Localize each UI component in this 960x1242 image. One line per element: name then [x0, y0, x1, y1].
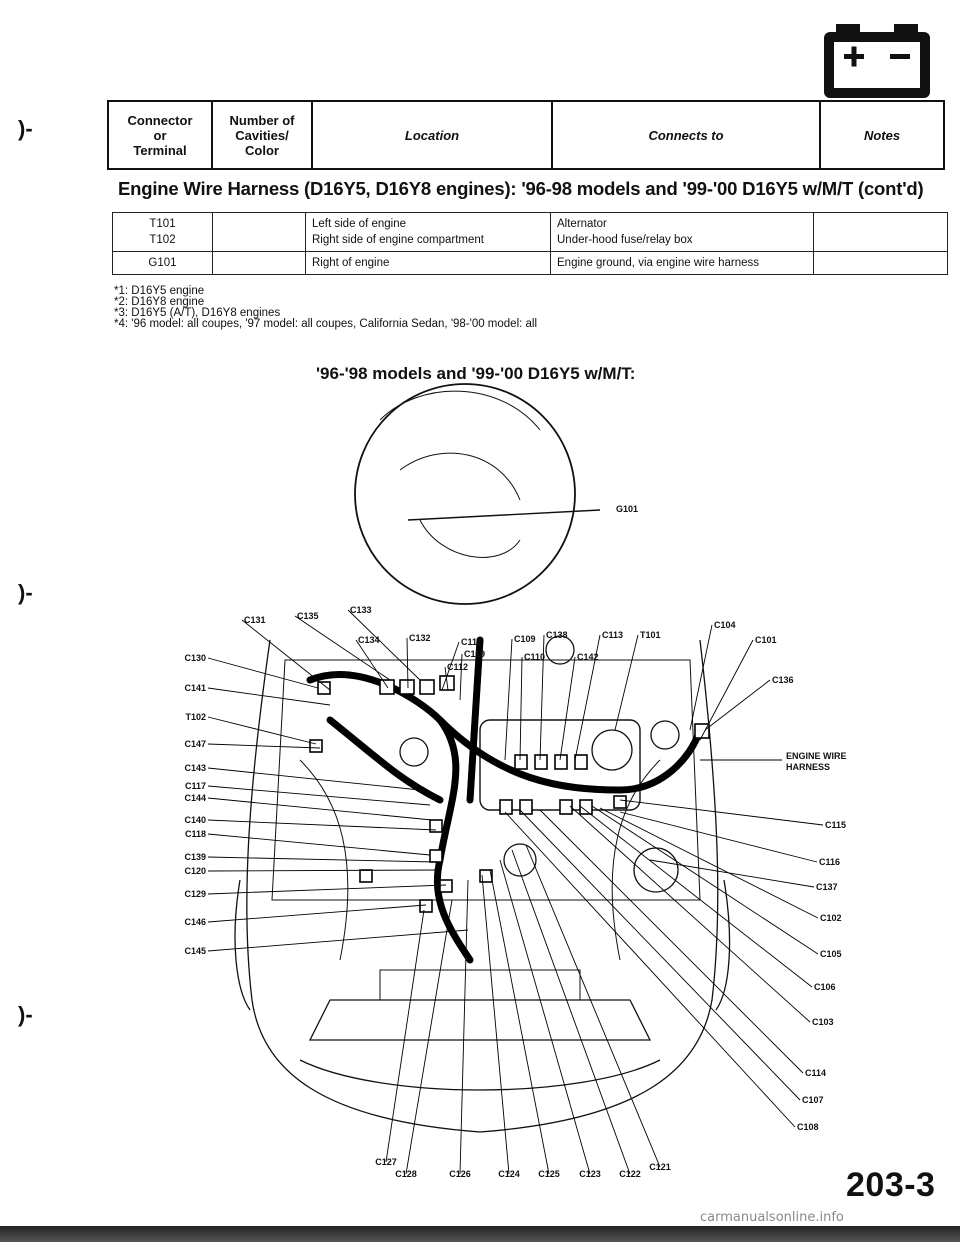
connector-label: C138: [546, 630, 568, 640]
connector-label: C129: [184, 889, 206, 899]
header-connector: Connector or Terminal: [108, 101, 212, 169]
connector-label: C111: [461, 637, 482, 647]
connects-to-cell: Alternator Under-hood fuse/relay box: [551, 213, 814, 252]
connector-label: C126: [449, 1169, 471, 1179]
ground-label-g101: G101: [616, 504, 639, 514]
header-connects-to: Connects to: [552, 101, 820, 169]
connector-label: C102: [820, 913, 842, 923]
connector-label: C117: [184, 781, 206, 791]
harness-label-line2: HARNESS: [786, 762, 831, 772]
connector-label: C143: [184, 763, 206, 773]
leader-line: [460, 880, 468, 1174]
connector-label: C146: [184, 917, 206, 927]
side-arrow-icon: )-: [18, 1002, 33, 1027]
leader-line: [208, 820, 436, 830]
leader-line: [208, 905, 426, 922]
leader-line: [700, 640, 753, 740]
leader-line: [208, 658, 318, 688]
leader-line: [208, 744, 320, 748]
connector-label: C115: [825, 820, 847, 830]
header-notes: Notes: [820, 101, 944, 169]
connector-label: C123: [579, 1169, 601, 1179]
connector-label: C103: [812, 1017, 834, 1027]
connector-label: C144: [184, 793, 206, 803]
leader-line: [705, 680, 770, 730]
leader-line: [208, 717, 316, 744]
connector-label: C140: [184, 815, 206, 825]
connects-to-cell: Engine ground, via engine wire harness: [551, 252, 814, 275]
connector-label: C110: [524, 652, 546, 662]
leader-line: [592, 806, 818, 954]
leader-line: [208, 857, 436, 862]
connector-label: C141: [184, 683, 206, 693]
leader-line: [570, 806, 810, 1022]
connector-label: T101: [640, 630, 661, 640]
footnote: *1: D16Y5 engine: [114, 285, 205, 297]
footnote: *2: D16Y8 engine: [114, 296, 205, 308]
connector-label: C119: [464, 649, 486, 659]
leader-line: [690, 625, 712, 730]
watermark: carmanualsonline.info: [700, 1210, 844, 1225]
page-number: 203-3: [846, 1166, 936, 1204]
leader-line: [500, 860, 590, 1174]
connector-label: C121: [649, 1162, 671, 1172]
connector-label: C131: [244, 615, 266, 625]
connector-label: C147: [184, 739, 206, 749]
connector-label: C127: [375, 1157, 397, 1167]
leader-line: [620, 812, 817, 862]
leader-line: [580, 806, 812, 987]
connector-label: C128: [395, 1169, 417, 1179]
connector-label: C124: [498, 1169, 520, 1179]
leader-line: [406, 900, 452, 1174]
leader-line: [560, 657, 575, 760]
connector-label: C130: [184, 653, 206, 663]
connector-label: C107: [802, 1095, 824, 1105]
footnote: *3: D16Y5 (A/T), D16Y8 engines: [114, 307, 281, 319]
connector-label: C108: [797, 1122, 819, 1132]
header-location: Location: [312, 101, 552, 169]
location-cell: Left side of engine Right side of engine compartment: [306, 213, 551, 252]
leader-line: [520, 657, 522, 760]
connector-label: C135: [297, 611, 319, 621]
bottom-bar: [0, 1226, 960, 1242]
leader-line: [615, 635, 638, 730]
side-arrow-icon: )-: [18, 116, 33, 141]
terminal-cell: G101: [113, 252, 213, 275]
connector-label: C112: [447, 662, 469, 672]
connector-label: C139: [184, 852, 206, 862]
connector-label: C118: [184, 829, 206, 839]
connector-label: C116: [819, 857, 841, 867]
connector-label: C109: [514, 634, 536, 644]
connector-label: C122: [619, 1169, 641, 1179]
side-arrow-icon: )-: [18, 580, 33, 605]
connector-label: C113: [602, 630, 624, 640]
leader-line: [526, 845, 660, 1167]
leader-line: [208, 885, 446, 894]
connector-label: C132: [409, 633, 431, 643]
leader-line: [620, 800, 823, 825]
leader-line: [540, 810, 803, 1073]
connector-label: C125: [538, 1169, 560, 1179]
location-cell: Right of engine: [306, 252, 551, 275]
harness-label-line1: ENGINE WIRE: [786, 751, 847, 761]
connector-label: C133: [350, 605, 372, 615]
leader-line: [650, 860, 814, 887]
connector-label: C104: [714, 620, 736, 630]
leader-line: [505, 639, 512, 760]
footnote: *4: '96 model: all coupes, '97 model: all coupes, California Sedan, '98-'00 model: all: [114, 318, 538, 330]
leader-line: [482, 875, 509, 1174]
connector-label: C134: [358, 635, 380, 645]
connector-label: C145: [184, 946, 206, 956]
connector-label: C120: [184, 866, 206, 876]
connector-label: C106: [814, 982, 836, 992]
diagram-title: '96-'98 models and '99-'00 D16Y5 w/M/T:: [316, 364, 636, 383]
leader-line: [208, 834, 430, 855]
connector-label: C142: [577, 652, 599, 662]
connector-label: T102: [185, 712, 206, 722]
harness-title: Engine Wire Harness (D16Y5, D16Y8 engines): '96-98 models and '99-'00 D16Y5 w/M/T (cont'd): [118, 178, 924, 199]
header-cavities: Number of Cavities/ Color: [212, 101, 312, 169]
leader-line: [520, 810, 800, 1100]
connector-label: C137: [816, 882, 838, 892]
leader-line: [208, 798, 432, 820]
leader-line: [208, 786, 430, 805]
connector-label: C114: [805, 1068, 827, 1078]
terminal-cell: T101 T102: [113, 213, 213, 252]
connector-label: C101: [755, 635, 777, 645]
leader-line: [208, 688, 330, 705]
leader-line: [460, 654, 462, 700]
connector-label: C136: [772, 675, 794, 685]
connector-label: C105: [820, 949, 842, 959]
leader-line: [208, 870, 440, 871]
